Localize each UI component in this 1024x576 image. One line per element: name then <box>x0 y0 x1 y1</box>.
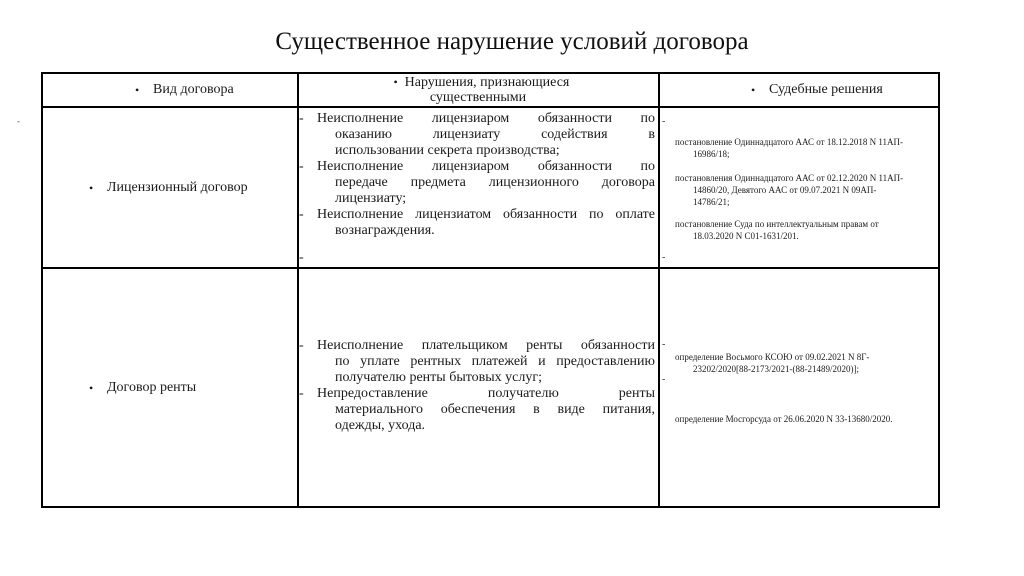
decision-entry: постановление Одиннадцатого ААС от 18.12.2018 N 11АП- 16986/18; <box>675 137 904 159</box>
header-court-decisions: • Судебные решения <box>751 82 883 97</box>
header-violations: • Нарушения, признающиеся существенными <box>393 75 570 105</box>
row-1-trailing-dash: - <box>299 250 304 265</box>
side-mark: - <box>17 116 20 126</box>
decision-entry: определение Мосгорсуда от 26.06.2020 N 33-13680/2020. <box>675 414 893 424</box>
row-1-decisions <box>675 136 937 242</box>
row-2-decision-dash: - <box>662 339 666 350</box>
decision-entry: постановления Одиннадцатого ААС от 02.12.2020 N 11АП- 14860/20, Девятого ААС от 09.07.2021 N 09АП- 14786/21; <box>675 173 904 207</box>
row-1-decision-dash: - <box>662 252 666 263</box>
contract-table <box>41 72 940 508</box>
row-divider <box>43 267 938 269</box>
violation-item: - Неисполнение лицензиаром обязанности по передаче предмета лицензионного договора лицензиату; <box>299 159 655 206</box>
row-2-decisions <box>675 351 937 425</box>
row-2-contract-type: • Договор ренты <box>89 380 197 395</box>
row-1-decision-dash: - <box>662 116 666 127</box>
decision-entry: постановление Суда по интеллектуальным правам от 18.03.2020 N С01-1631/201. <box>675 219 879 241</box>
slide-title: Существенное нарушение условий договора <box>275 28 749 55</box>
header-divider <box>43 106 938 108</box>
column-divider-2 <box>658 74 660 506</box>
violation-item: - Неисполнение плательщиком ренты обязанности по уплате рентных платежей и предоставлению получателю ренты бытовых услуг; <box>299 338 655 385</box>
violation-item: - Непредоставление получателю ренты материального обеспечения в виде питания, одежды, ухода. <box>299 386 655 433</box>
row-2-violations <box>299 338 655 434</box>
row-1-contract-type: • Лицензионный договор <box>89 180 248 195</box>
violation-item: - Неисполнение лицензиаром обязанности по оказанию лицензиату содействия в использовании секрета производства; <box>299 111 655 158</box>
row-2-decision-dash: - <box>662 374 666 385</box>
decision-entry: определение Восьмого КСОЮ от 09.02.2021 N 8Г- 23202/2020[88-2173/2021-(88-21489/2020)]; <box>675 352 870 374</box>
violation-item: - Неисполнение лицензиатом обязанности по оплате вознаграждения. <box>299 207 655 238</box>
row-1-violations <box>299 111 655 239</box>
header-contract-type: • Вид договора <box>135 82 234 97</box>
